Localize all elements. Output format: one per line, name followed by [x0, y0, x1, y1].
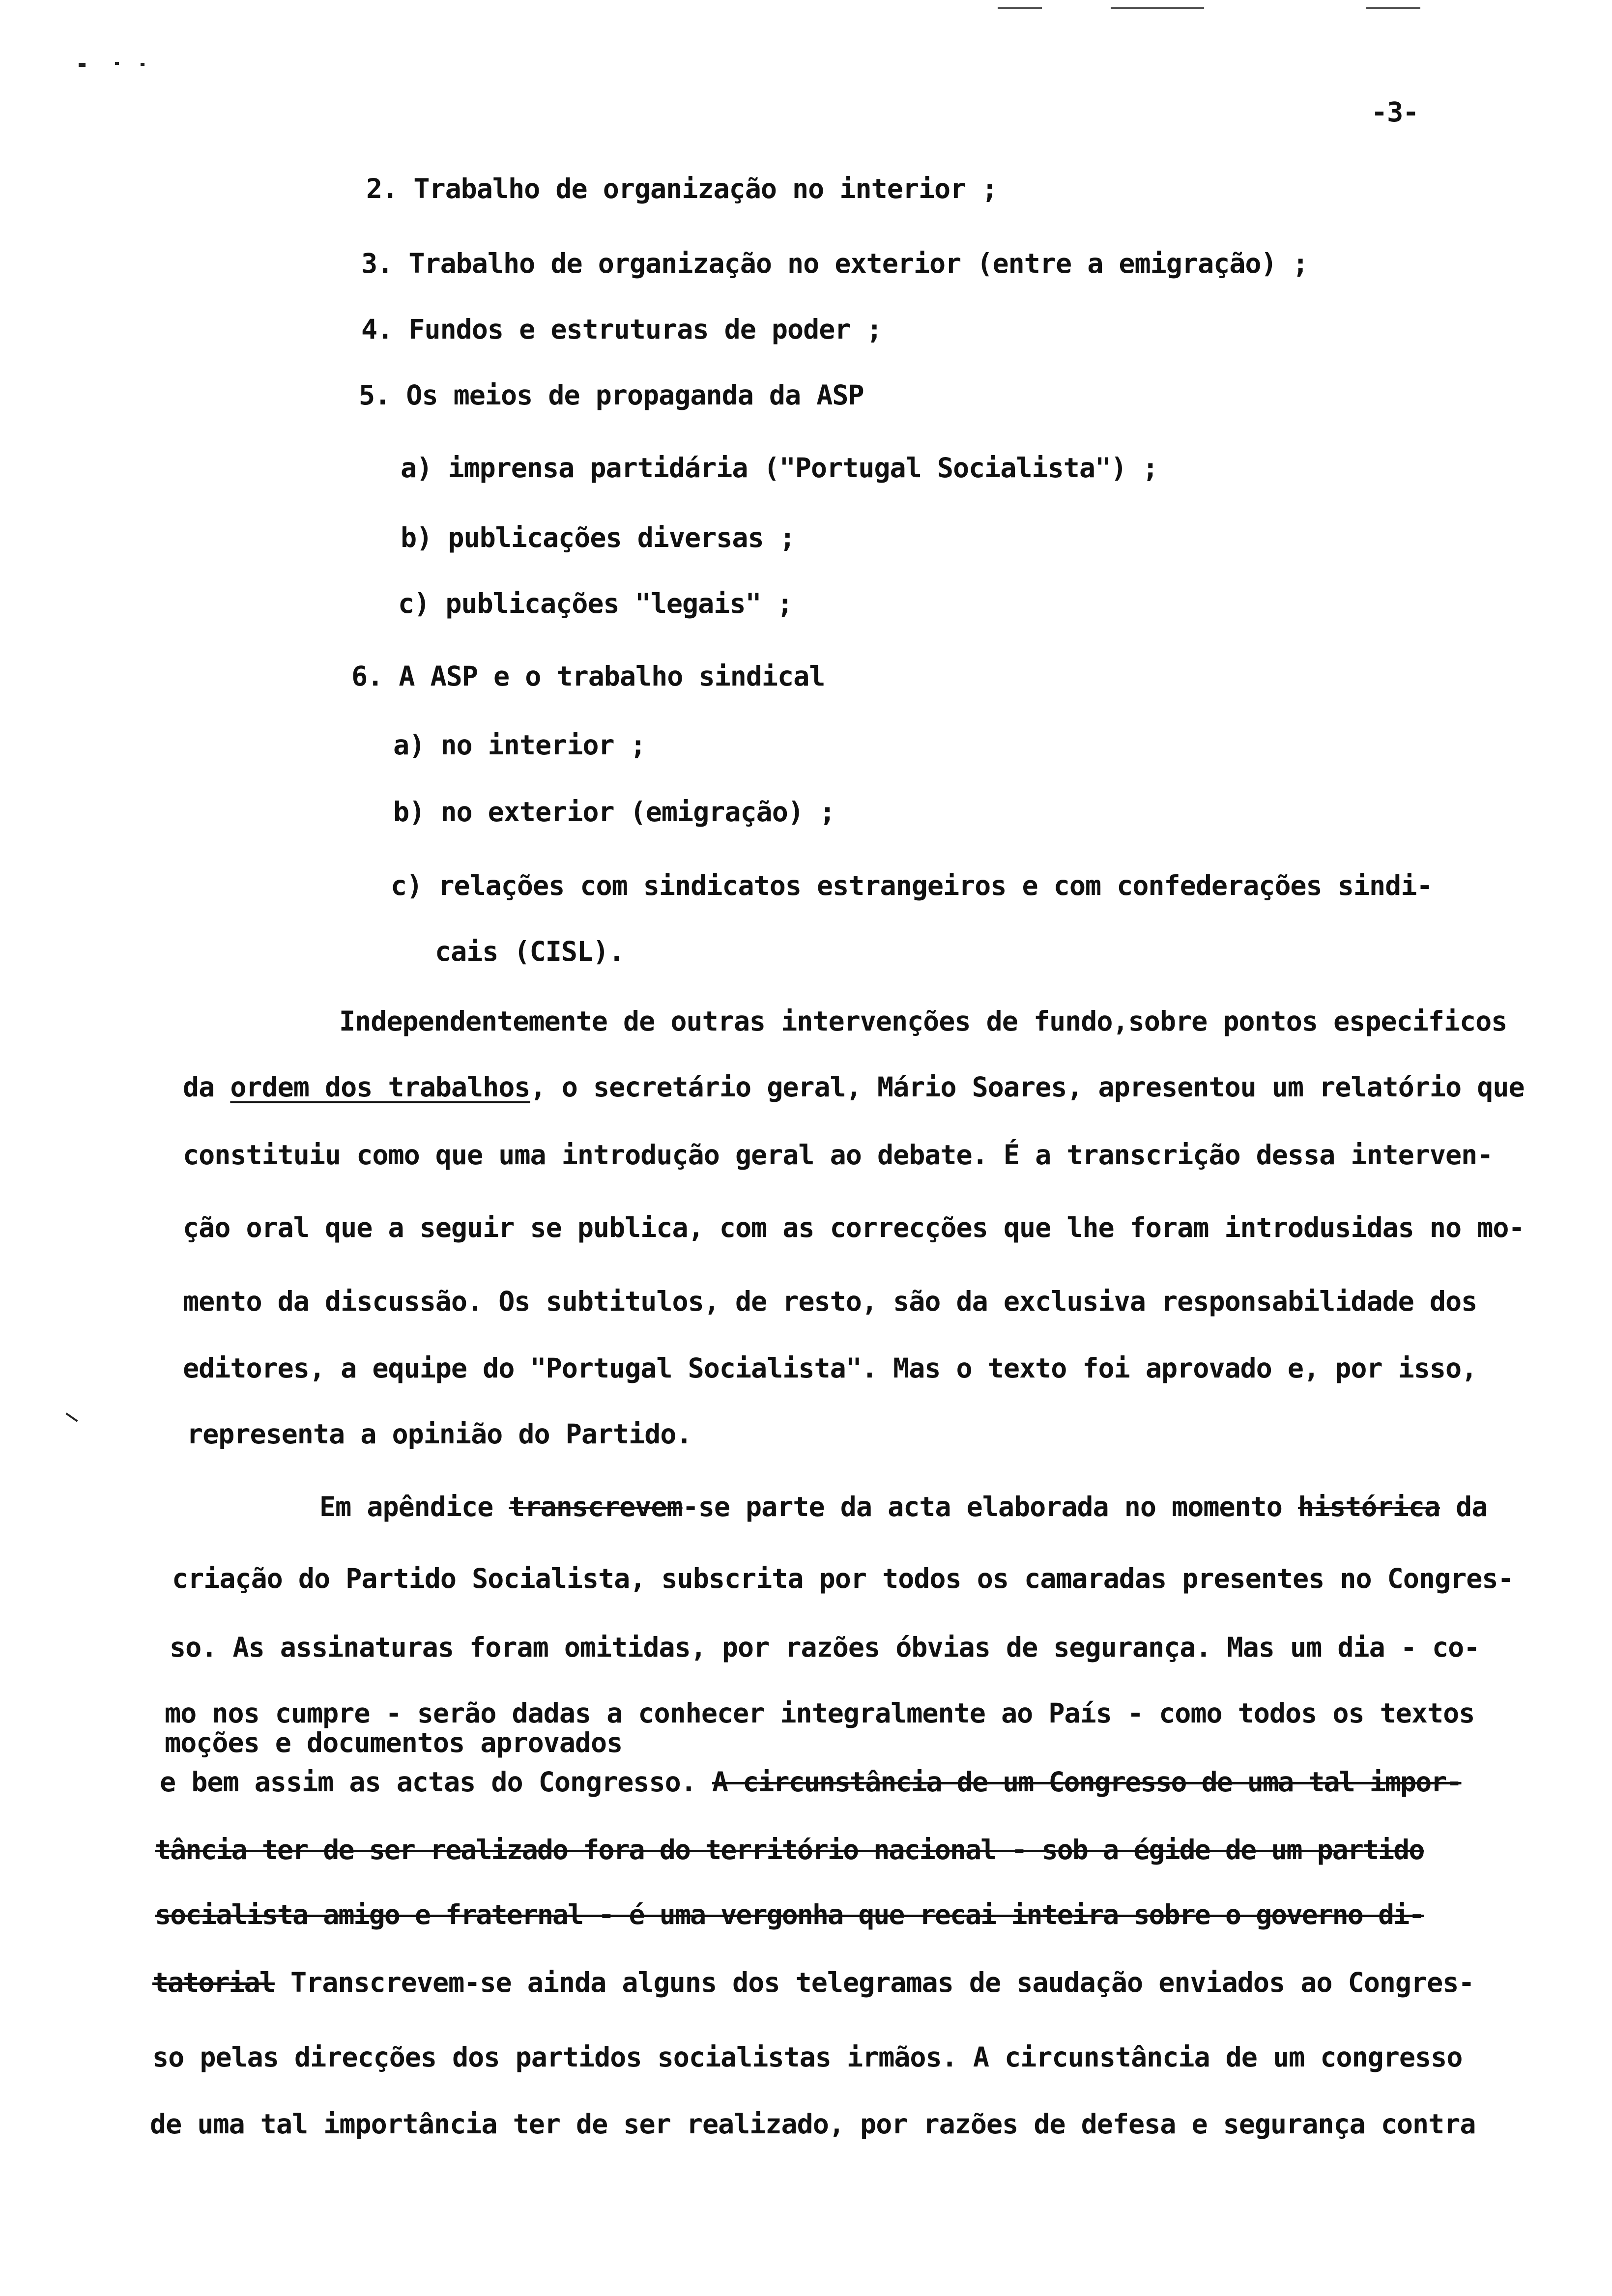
paragraph-line-inserted: moções e documentos aprovados [165, 1727, 623, 1758]
struck-word: transcrevem [509, 1491, 683, 1522]
agenda-item: 4. Fundos e estruturas de poder ; [361, 314, 882, 345]
agenda-subitem: b) no exterior (emigração) ; [393, 796, 835, 828]
scan-line [1366, 7, 1420, 9]
scan-speck [141, 63, 144, 66]
struck-sentence: A circunstância de um Congresso de uma tal impor- [712, 1766, 1462, 1798]
paragraph-line: mo nos cumpre - serão dadas a conhecer integralmente ao País - como todos os textos [165, 1697, 1475, 1729]
paragraph-line [319, 1491, 1487, 1522]
agenda-subitem: a) imprensa partidária ("Portugal Socialista") ; [401, 452, 1158, 484]
text-run: e bem assim as actas do Congresso. [160, 1766, 712, 1798]
agenda-item: 2. Trabalho de organização no interior ; [366, 173, 998, 204]
paragraph-line [160, 1766, 1461, 1798]
agenda-item: 5. Os meios de propaganda da ASP [359, 379, 864, 411]
paragraph-line: so pelas direcções dos partidos socialistas irmãos. A circunstância de um congresso [152, 2041, 1463, 2073]
agenda-subitem-continuation: cais (CISL). [435, 936, 625, 967]
page-number: -3- [1371, 96, 1419, 128]
text-run: Em apêndice [319, 1491, 509, 1522]
text-run: da [183, 1071, 230, 1103]
paragraph-line: criação do Partido Socialista, subscrita por todos os camaradas presentes no Congres- [172, 1563, 1514, 1594]
text-run: -se parte da acta elaborada no momento [682, 1491, 1298, 1522]
agenda-subitem: b) publicações diversas ; [401, 522, 795, 553]
paragraph-line [183, 1071, 1525, 1103]
struck-line: tância ter de ser realizado fora do território nacional - sob a égide de um partido [155, 1834, 1424, 1866]
text-run: Transcrevem-se ainda alguns dos telegramas de saudação enviados ao Congres- [274, 1967, 1474, 1998]
scan-line [998, 7, 1042, 9]
paragraph-line: mento da discussão. Os subtitulos, de resto, são da exclusiva responsabilidade dos [183, 1286, 1477, 1317]
scan-speck [79, 63, 86, 67]
paragraph-line: constituiu como que uma introdução geral ao debate. É a transcrição dessa interven- [183, 1139, 1493, 1171]
paragraph-line: de uma tal importância ter de ser realizado, por razões de defesa e segurança contra [150, 2108, 1476, 2140]
agenda-item: 6. A ASP e o trabalho sindical [351, 660, 825, 692]
agenda-subitem: a) no interior ; [393, 729, 646, 761]
struck-word: histórica [1298, 1491, 1440, 1522]
paragraph-line [152, 1967, 1474, 1998]
paragraph-line: Independentemente de outras intervenções de fundo,sobre pontos especificos [339, 1005, 1507, 1037]
underlined-phrase: ordem dos trabalhos [230, 1071, 530, 1103]
agenda-item: 3. Trabalho de organização no exterior (entre a emigração) ; [361, 248, 1308, 279]
paragraph-line: representa a opinião do Partido. [187, 1418, 692, 1450]
agenda-subitem: c) relações com sindicatos estrangeiros e com confederações sindi- [391, 870, 1433, 901]
scan-line [1111, 7, 1204, 9]
paragraph-line: ção oral que a seguir se publica, com as correcções que lhe foram introdusidas no mo- [183, 1212, 1525, 1243]
text-run: , o secretário geral, Mário Soares, apresentou um relatório que [530, 1071, 1525, 1103]
struck-line: socialista amigo e fraternal - é uma vergonha que recai inteira sobre o governo di- [155, 1899, 1424, 1930]
scan-speck [65, 1412, 78, 1422]
text-run: da [1440, 1491, 1488, 1522]
agenda-subitem: c) publicações "legais" ; [398, 588, 793, 619]
scan-speck [115, 62, 119, 65]
paragraph-line: editores, a equipe do "Portugal Socialista". Mas o texto foi aprovado e, por isso, [183, 1352, 1477, 1384]
struck-word: tatorial [152, 1967, 275, 1998]
paragraph-line: so. As assinaturas foram omitidas, por razões óbvias de segurança. Mas um dia - co- [170, 1632, 1480, 1663]
